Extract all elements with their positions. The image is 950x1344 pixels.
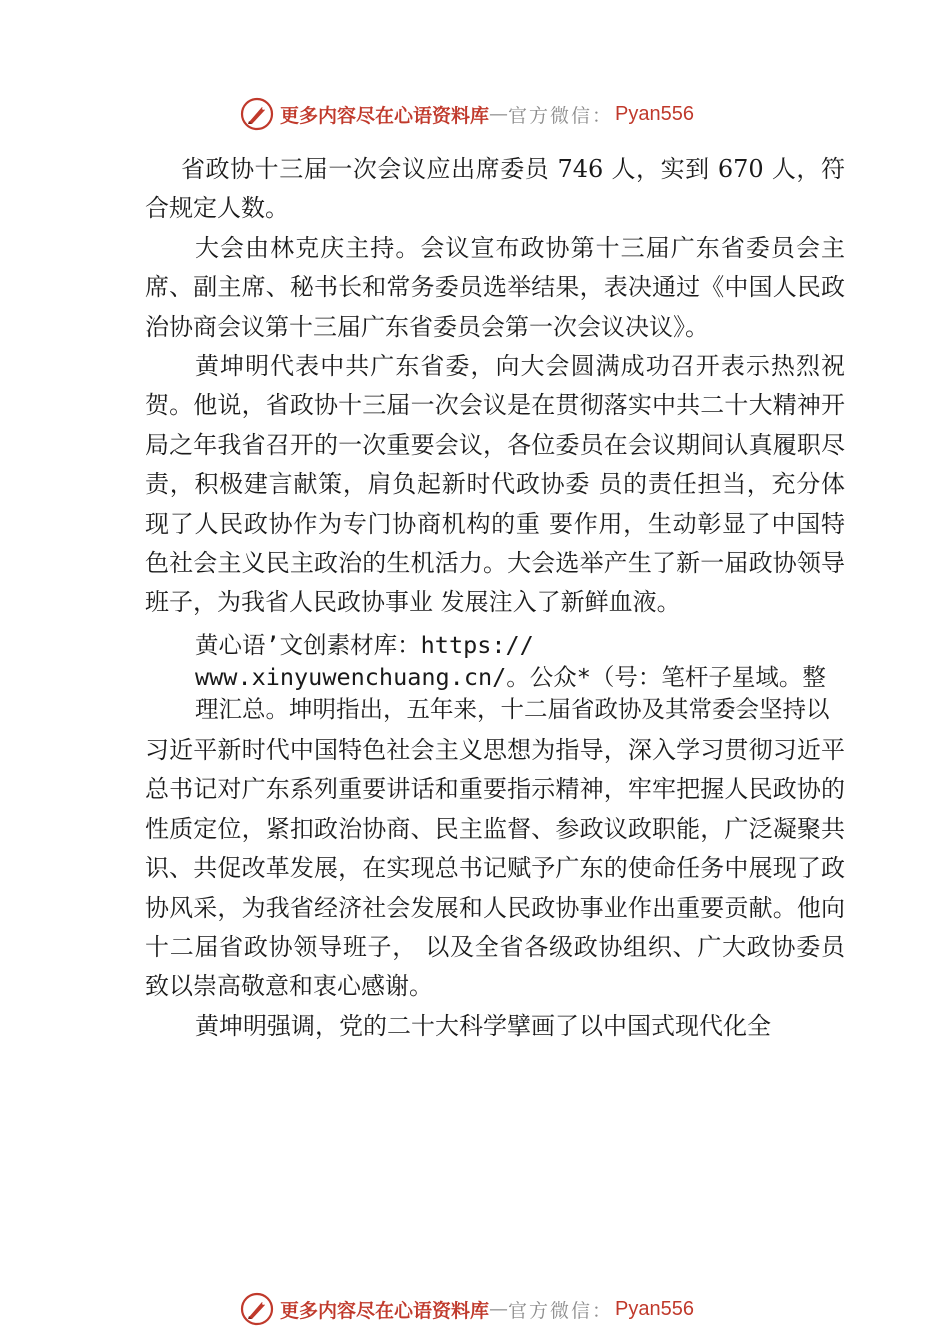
fountain-pen-logo-icon — [240, 1292, 274, 1326]
header-banner — [240, 94, 694, 134]
paragraph-congratulations: 黄坤明代表中共广东省委，向大会圆满成功召开表示热烈祝贺。他说，省政协十三届一次会议是在贯彻落实中共二十大精神开局之年我省召开的一次重要会议，各位委员在会议期间认真履职尽责，积极建言献策，肩负起新时代政协委 员的责任担当，充分体现了人民政协作为专门协商机构的重 要作用，生动彰显了中国特色社会主义民主政治的生机活力。大会选举产生了新一届政协领导班子，为我省人民政协事业 发展注入了新鲜血液。 — [145, 352, 845, 617]
source-note: 黄心语’文创素材库：https:// www.xinyuwenchuang.cn/。公众*（号：笔杆子星域。整理汇总。坤明指出，五年来，十二届省政协及其常委会坚持以 — [195, 630, 830, 723]
banner-wechat-label: 官方微信： — [508, 104, 614, 127]
paragraph-continuation: 习近平新时代中国特色社会主义思想为指导，深入学习贯彻习近平总书记对广东系列重要讲话和重要指示精神，牢牢把握人民政协的性质定位，紧扣政治协商、民主监督、参政议政职能，广泛凝聚共识、共促改革发展，在实现总书记赋予广东的使命任务中展现了政协风采，为我省经济社会发展和人民政协事业作出重要贡献。他向十二届省政协领导班子， 以及全省各级政协组织、广大政协委员致以崇高敬意和衷心感谢。 — [145, 735, 845, 1001]
footer-banner-wechat-id: Pyan556 — [615, 1297, 694, 1320]
banner-separator: — — [489, 103, 509, 125]
banner-title: 更多内容尽在心语资料库 — [280, 104, 490, 127]
paragraph-emphasis: 黄坤明强调，党的二十大科学擘画了以中国式现代化全 — [195, 1011, 771, 1040]
paragraph-election-results: 大会由林克庆主持。会议宣布政协第十三届广东省委员会主席、副主席、秘书长和常务委员选举结果，表决通过《中国人民政治协商会议第十三届广东省委员会第一次会议决议》。 — [145, 233, 845, 341]
paragraph-attendance: 省政协十三届一次会议应出席委员 746 人，实到 670 人，符合规定人数。 — [145, 155, 845, 223]
footer-banner-wechat-label: 官方微信： — [508, 1299, 614, 1322]
footer-banner — [240, 1289, 694, 1329]
document-body — [145, 150, 845, 1046]
footer-banner-separator: — — [489, 1298, 509, 1320]
banner-wechat-id: Pyan556 — [615, 102, 694, 125]
footer-banner-title: 更多内容尽在心语资料库 — [280, 1299, 490, 1322]
fountain-pen-logo-icon — [240, 97, 274, 131]
